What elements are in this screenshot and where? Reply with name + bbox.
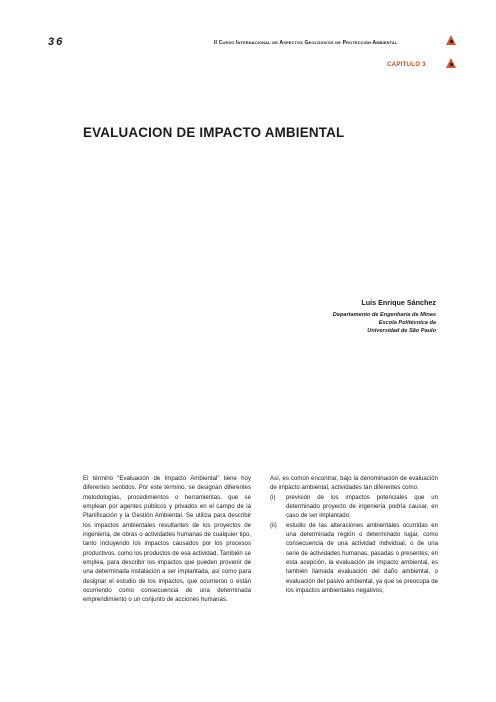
- running-header: II Curso Internacional de Aspectos Geológicos de Protección Ambiental: [214, 40, 398, 46]
- chapter-label: CAPITULO 3: [387, 61, 426, 68]
- list-marker: (ii): [270, 521, 277, 529]
- triangle-marker-icon: [446, 35, 456, 45]
- list-item: [270, 493, 438, 521]
- list-item-text: estudio de las alteraciones ambientales ocurridas en una determinada región o determinado lugar, como consecuencia de una actividad individual, o de una serie de actividades humanas, pasadas o presentes; en esta acepción, la evaluación de impacto ambiental, es también llamada evaluación del daño ambiental, o evaluación del pasivo ambiental, ya que se preocupa de los impactos ambientales negativos;: [286, 521, 438, 595]
- author-affiliation-department: Departamento de Engenharia de Minas: [332, 312, 436, 318]
- author-affiliation-university: Universidad de São Paulo: [367, 328, 436, 334]
- list-item: [270, 521, 438, 596]
- page-title: EVALUACION DE IMPACTO AMBIENTAL: [83, 125, 345, 140]
- list-item-text: previsión de los impactos potenciales que un determinado proyecto de ingeniería podría causar, en caso de ser implantado;: [286, 493, 438, 520]
- activity-list: [270, 493, 438, 596]
- page-number: 36: [48, 36, 65, 48]
- triangle-marker-icon: [446, 58, 456, 68]
- intro-paragraph: El término “Evaluación de Impacto Ambiental” tiene hoy diferentes sentidos. Por este término, se designan diferentes metodologías, procedimientos o herramientas, que se emplean por agentes públicos y privados en el campo de la Planificación y la Gestión Ambiental. Se utiliza para describir los impactos ambientales resultantes de los proyectos de ingeniería, de obras o actividades humanas de cualquier tipo, tanto incluyendo los impactos causados por los procesos productivos, como los productos de esa actividad. También se emplea, para describir los impactos que pueden provenir de una determinada instalación a ser implantada, así como para designar el estudio de los impactos, que ocurrieron o están ocurriendo como consecuencia de una determinada emprendimiento o un conjunto de acciones humanas.: [83, 475, 251, 604]
- right-intro-paragraph: Así, es común encontrar, bajo la denominación de evaluación de impacto ambiental, actividades tan diferentes como:: [270, 475, 438, 492]
- list-marker: (i): [270, 493, 276, 501]
- author-affiliation-school: Escola Politécnica da: [378, 320, 436, 326]
- right-column: [270, 474, 438, 595]
- author-name: Luis Enrique Sánchez: [361, 298, 436, 307]
- left-column: [83, 474, 251, 605]
